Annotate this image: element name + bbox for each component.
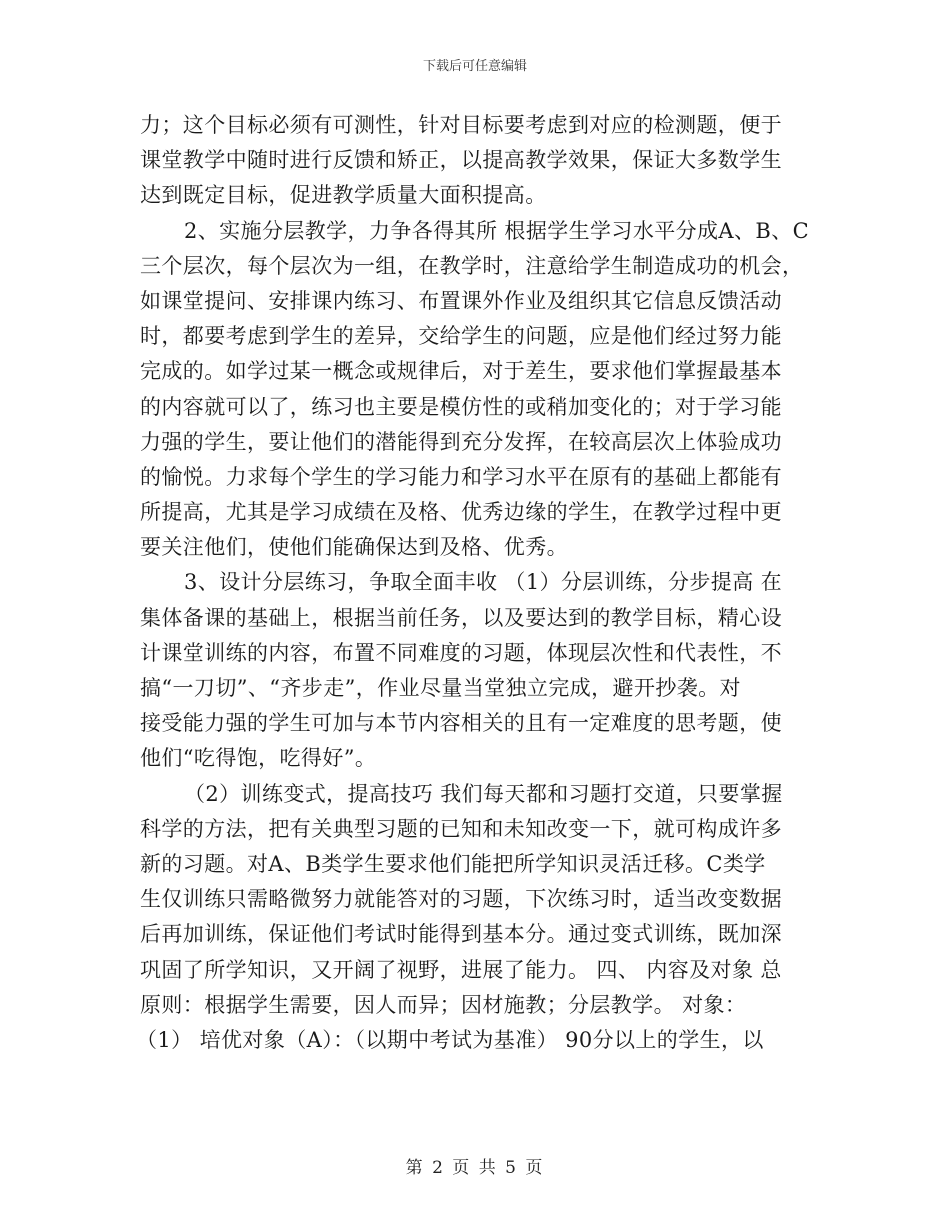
text-line: 的愉悦。力求每个学生的学习能力和学习水平在原有的基础上都能有 [140, 464, 782, 489]
text-line: 他们“吃得饱，吃得好”。 [140, 746, 377, 771]
text-line: 如课堂提问、安排课内练习、布置课外作业及组织其它信息反馈活动 [140, 288, 782, 313]
text-line: 完成的。如学过某一概念或规律后，对于差生，要求他们掌握最基本 [140, 359, 782, 384]
text-line: 科学的方法，把有关典型习题的已知和未知改变一下，就可构成许多 [140, 816, 782, 841]
text-line: 课堂教学中随时进行反馈和矫正，以提高教学效果，保证大多数学生 [140, 148, 782, 173]
text-line: 力；这个目标必须有可测性，针对目标要考虑到对应的检测题，便于 [140, 113, 782, 137]
text-line: 的内容就可以了，练习也主要是模仿性的或稍加变化的；对于学习能 [140, 394, 782, 419]
text-line: 计课堂训练的内容，布置不同难度的习题，体现层次性和代表性，不 [140, 640, 782, 665]
page-number-footer: 第 2 页 共 5 页 [405, 1158, 545, 1178]
text-line: 巩固了所学知识，又开阔了视野，进展了能力。 四、 内容及对象 总 [140, 957, 782, 982]
text-line: 集体备课的基础上，根据当前任务，以及要达到的教学目标，精心设 [140, 605, 782, 630]
text-line: 3、设计分层练习，争取全面丰收 （1）分层训练，分步提高 在 [184, 570, 783, 595]
text-line: （1） 培优对象（A）：（以期中考试为基准） 90分以上的学生，以 [136, 1027, 764, 1052]
text-line: 三个层次，每个层次为一组，在教学时，注意给学生制造成功的机会， [140, 253, 804, 278]
text-line: 所提高，尤其是学习成绩在及格、优秀边缘的学生，在教学过程中更 [140, 500, 782, 525]
text-line: 生仅训练只需略微努力就能答对的习题，下次练习时，适当改变数据 [140, 887, 782, 912]
text-line: 接受能力强的学生可加与本节内容相关的且有一定难度的思考题，使 [140, 711, 782, 736]
text-line: 新的习题。对A、B类学生要求他们能把所学知识灵活迁移。C类学 [140, 851, 766, 876]
text-line: 时，都要考虑到学生的差异，交给学生的问题，应是他们经过努力能 [140, 324, 782, 349]
text-line: 2、实施分层教学，力争各得其所 根据学生学习水平分成A、B、C [184, 218, 810, 243]
text-line: 达到既定目标，促进教学质量大面积提高。 [140, 183, 547, 208]
document-body [136, 108, 810, 1058]
text-line: 后再加训练，保证他们考试时能得到基本分。通过变式训练，既加深 [140, 922, 782, 947]
text-line: 原则：根据学生需要，因人而异；因材施教；分层教学。 对象： [140, 992, 747, 1017]
text-line: （2）训练变式，提高技巧 我们每天都和习题打交道，只要掌握 [184, 781, 783, 806]
page-header: 下载后可任意编辑 [422, 59, 527, 74]
text-line: 要关注他们，使他们能确保达到及格、优秀。 [140, 535, 568, 560]
text-line: 力强的学生，要让他们的潜能得到充分发挥，在较高层次上体验成功 [140, 429, 782, 454]
text-line: 搞“一刀切”、“齐步走”，作业尽量当堂独立完成，避开抄袭。对 [140, 676, 741, 700]
